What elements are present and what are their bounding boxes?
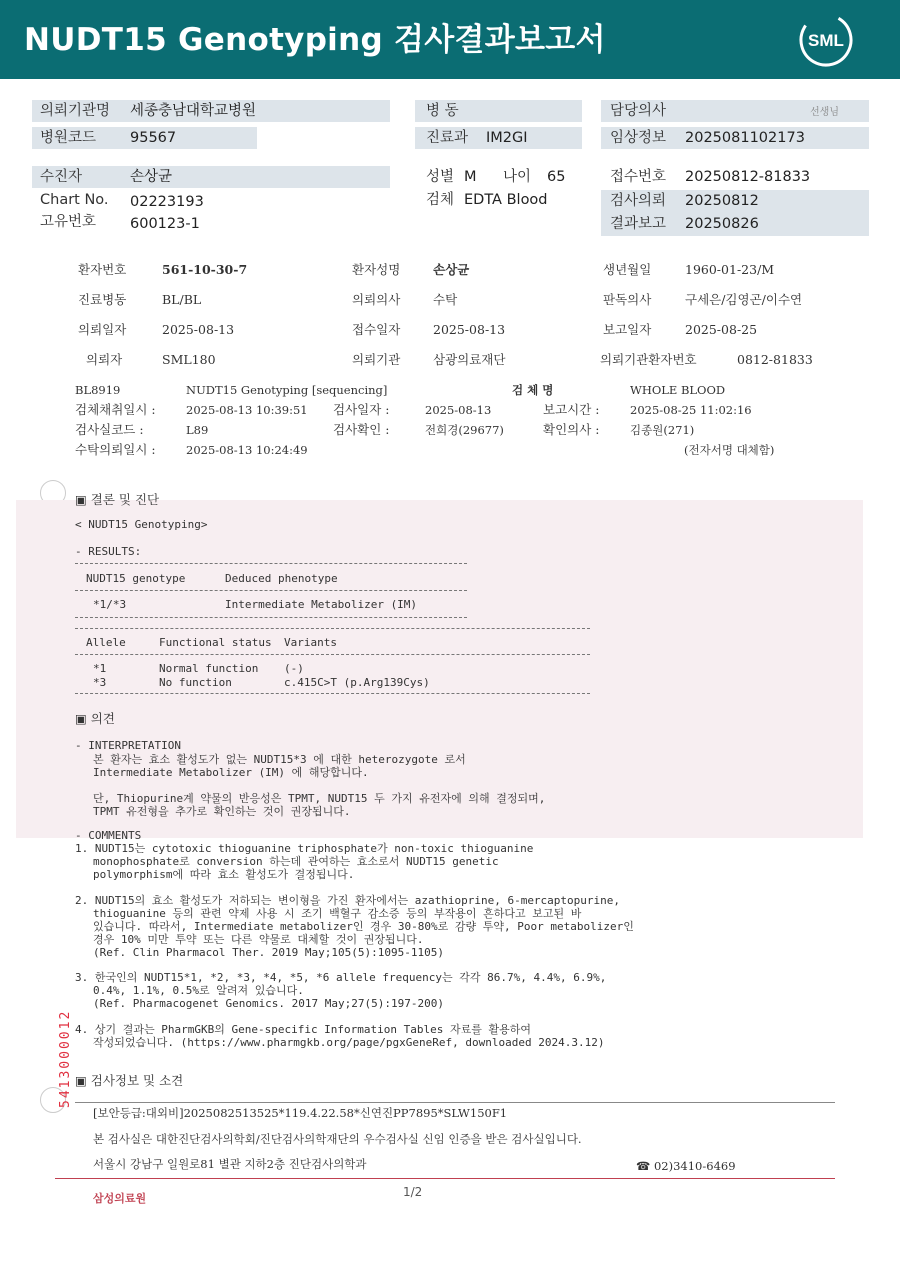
dept-label: 진료과 [426,130,469,146]
footer-section-title: ▣ 검사정보 및 소견 [75,1073,184,1088]
recvdate-label: 접수일자 [352,322,401,337]
divider [75,563,467,564]
col-variants: Variants [284,636,337,649]
divider [55,1178,835,1179]
report-date-label: 결과보고 [610,216,667,232]
side-serial-number: 5413000012 [58,1009,73,1108]
reptime-label: 보고시간 : [543,402,600,417]
doctor-suffix: 선생님 [810,107,839,118]
age-label: 나이 [503,169,532,185]
report-header [0,0,900,79]
comment-line: 2. NUDT15의 효소 활성도가 저하되는 변이형을 가진 환자에서는 azathioprine, 6-mercaptopurine, [75,894,621,907]
phenotype-value: Intermediate Metabolizer (IM) [225,598,418,611]
sward-value: BL/BL [162,292,202,307]
comment-line: 경우 10% 미만 투약 또는 다른 약물로 대체할 것이 권장됩니다. [93,933,424,946]
clinical-value: 2025081102173 [685,130,805,146]
page-number: 1/2 [403,1185,423,1199]
col-phenotype: Deduced phenotype [225,572,338,585]
divider [75,617,467,618]
test-code: BL8919 [75,383,121,397]
esign-note: (전자서명 대체함) [684,443,775,457]
divider [75,590,467,591]
repdate-label: 보고일자 [603,322,652,337]
patient-value: 손상균 [130,169,173,185]
reader-value: 구세은/김영곤/이수연 [685,292,803,307]
reader-label: 판독의사 [603,292,652,307]
req-date-label: 검사의뢰 [610,193,667,209]
results-label: - RESULTS: [75,545,142,558]
sward-label: 진료병동 [78,292,127,307]
interp-line: 단, Thiopurine계 약물의 반응성은 TPMT, NUDT15 두 가지 유전자에 의해 결정되며, [93,792,546,805]
comment-line: 작성되었습니다. (https://www.pharmgkb.org/page/pgxGeneRef, downloaded 2024.3.12) [93,1036,605,1049]
confirm-label: 검사확인 : [333,422,390,437]
allele-row-2-function: No function [159,676,232,689]
allele-row-1-function: Normal function [159,662,259,675]
comment-line: (Ref. Clin Pharmacol Ther. 2019 May;105(5):1095-1105) [93,946,444,959]
divider [75,1102,835,1103]
interpretation-label: - INTERPRETATION [75,739,181,752]
consign-label: 수탁의뢰일시 : [75,442,156,457]
reqdate-label: 의뢰일자 [78,322,127,337]
collect-label: 검체채취일시 : [75,402,156,417]
col-genotype: NUDT15 genotype [86,572,186,585]
age-value: 65 [547,169,566,185]
specimen-name-value: WHOLE BLOOD [630,383,726,397]
divider [75,628,590,629]
genotype-value: *1/*3 [93,598,127,611]
interp-line: Intermediate Metabolizer (IM) 에 해당합니다. [93,766,369,779]
comment-line: 0.4%, 1.1%, 0.5%로 알려져 있습니다. [93,984,304,997]
report-title: NUDT15 Genotyping 검사결과보고서 [24,22,606,58]
room-label: 검사실코드 : [75,422,144,437]
confirm-value: 전희경(29677) [425,423,504,437]
address-line: 서울시 강남구 일원로81 별관 지하2층 진단검사의학과 [93,1157,367,1171]
dept-value: IM2GI [486,130,528,146]
pid-value: 561-10-30-7 [162,262,248,277]
req-org-label: 의뢰기관명 [40,103,111,119]
consign-value: 2025-08-13 10:24:49 [186,443,308,457]
allele-row-1-variant: (-) [284,662,304,675]
comment-line: 1. NUDT15는 cytotoxic thioguanine triphosphate가 non-toxic thioguanine [75,842,534,855]
comments-label: - COMMENTS [75,829,142,842]
room-value: L89 [186,423,209,437]
phone-line: ☎ 02)3410-6469 [636,1159,736,1173]
recv-no-value: 20250812-81833 [685,169,811,185]
hospital-name: 삼성의료원 [93,1192,147,1205]
testdate-label: 검사일자 : [333,402,390,417]
comment-line: 3. 한국인의 NUDT15*1, *2, *3, *4, *5, *6 allele frequency는 각각 86.7%, 4.4%, 6.9%, [75,971,607,984]
reqdoc-value: 수탁 [433,292,458,307]
recv-no-label: 접수번호 [610,169,667,185]
report-date-value: 20250826 [685,216,759,232]
reqinst-label: 의뢰기관 [352,352,401,367]
comment-line: 있습니다. 따라서, Intermediate metabolizer인 경우 30-80%로 감량 투약, Poor metabolizer인 [93,920,634,933]
hosp-code-value: 95567 [130,130,177,146]
comment-line: monophosphate로 conversion 하는데 관여하는 효소로서 NUDT15 genetic [93,855,499,868]
repdate-value: 2025-08-25 [685,322,758,337]
confdoc-value: 김종원(271) [630,423,695,437]
sml-logo [798,12,854,68]
divider [75,654,590,655]
interp-line: TPMT 유전형을 추가로 확인하는 것이 권장됩니다. [93,805,351,818]
testdate-value: 2025-08-13 [425,403,492,417]
instpid-value: 0812-81833 [737,352,813,367]
interp-line: 본 환자는 효소 활성도가 없는 NUDT15*3 에 대한 heterozygote 로서 [93,753,466,766]
uid-value: 600123-1 [130,216,200,232]
requester-label: 의뢰자 [86,352,123,367]
pid-label: 환자번호 [78,262,127,277]
chart-value: 02223193 [130,194,204,210]
dob-label: 생년월일 [603,262,652,277]
reqdoc-label: 의뢰의사 [352,292,401,307]
security-line: [보안등급:대외비]2025082513525*119.4.22.58*신연진PP7895*SLW150F1 [93,1106,508,1120]
requester-value: SML180 [162,352,216,367]
reptime-value: 2025-08-25 11:02:16 [630,403,752,417]
chart-label: Chart No. [40,192,109,208]
collect-value: 2025-08-13 10:39:51 [186,403,308,417]
req-org-value: 세종충남대학교병원 [130,103,257,119]
reqdate-value: 2025-08-13 [162,322,235,337]
clinical-label: 임상정보 [610,130,667,146]
specimen-name-label: 검 체 명 [512,383,554,397]
comment-line: 4. 상기 결과는 PharmGKB의 Gene-specific Information Tables 자료를 활용하여 [75,1023,532,1036]
col-function: Functional status [159,636,272,649]
test-name: NUDT15 Genotyping [sequencing] [186,383,388,397]
patient-box [32,166,390,188]
confdoc-label: 확인의사 : [543,422,600,437]
opinion-section-title: ▣ 의견 [75,711,115,726]
results-background [16,500,863,838]
divider [75,693,590,694]
allele-row-2-variant: c.415C>T (p.Arg139Cys) [284,676,430,689]
results-section-title: ▣ 결론 및 진단 [75,492,160,507]
comment-line: polymorphism에 따라 효소 활성도가 결정됩니다. [93,868,355,881]
instpid-label: 의뢰기관환자번호 [600,352,697,367]
ward-label: 병 동 [426,103,459,119]
specimen-value: EDTA Blood [464,192,548,208]
reqinst-value: 삼광의료재단 [433,352,506,367]
pname-value: 손상균 [433,262,470,277]
cert-line: 본 검사실은 대한진단검사의학회/진단검사의학재단의 우수검사실 신임 인증을 받은 검사실입니다. [93,1132,582,1146]
allele-row-2-allele: *3 [93,676,107,689]
req-date-value: 20250812 [685,193,759,209]
pname-label: 환자성명 [352,262,401,277]
comment-line: (Ref. Pharmacogenet Genomics. 2017 May;27(5):197-200) [93,997,444,1010]
comment-line: thioguanine 등의 관련 약제 사용 시 조기 백혈구 감소증 등의 부작용이 흔하다고 보고된 바 [93,907,582,920]
sex-label: 성별 [426,169,455,185]
hosp-code-label: 병원코드 [40,130,97,146]
specimen-label: 검체 [426,192,455,208]
uid-label: 고유번호 [40,214,97,230]
recvdate-value: 2025-08-13 [433,322,506,337]
allele-row-1-allele: *1 [93,662,107,675]
col-allele: Allele [86,636,126,649]
sex-value: M [464,169,477,185]
logo-text: SML [808,31,844,50]
doctor-label: 담당의사 [610,103,667,119]
dob-value: 1960-01-23/M [685,262,775,277]
results-subtitle: < NUDT15 Genotyping> [75,518,208,531]
patient-label: 수진자 [40,169,83,185]
